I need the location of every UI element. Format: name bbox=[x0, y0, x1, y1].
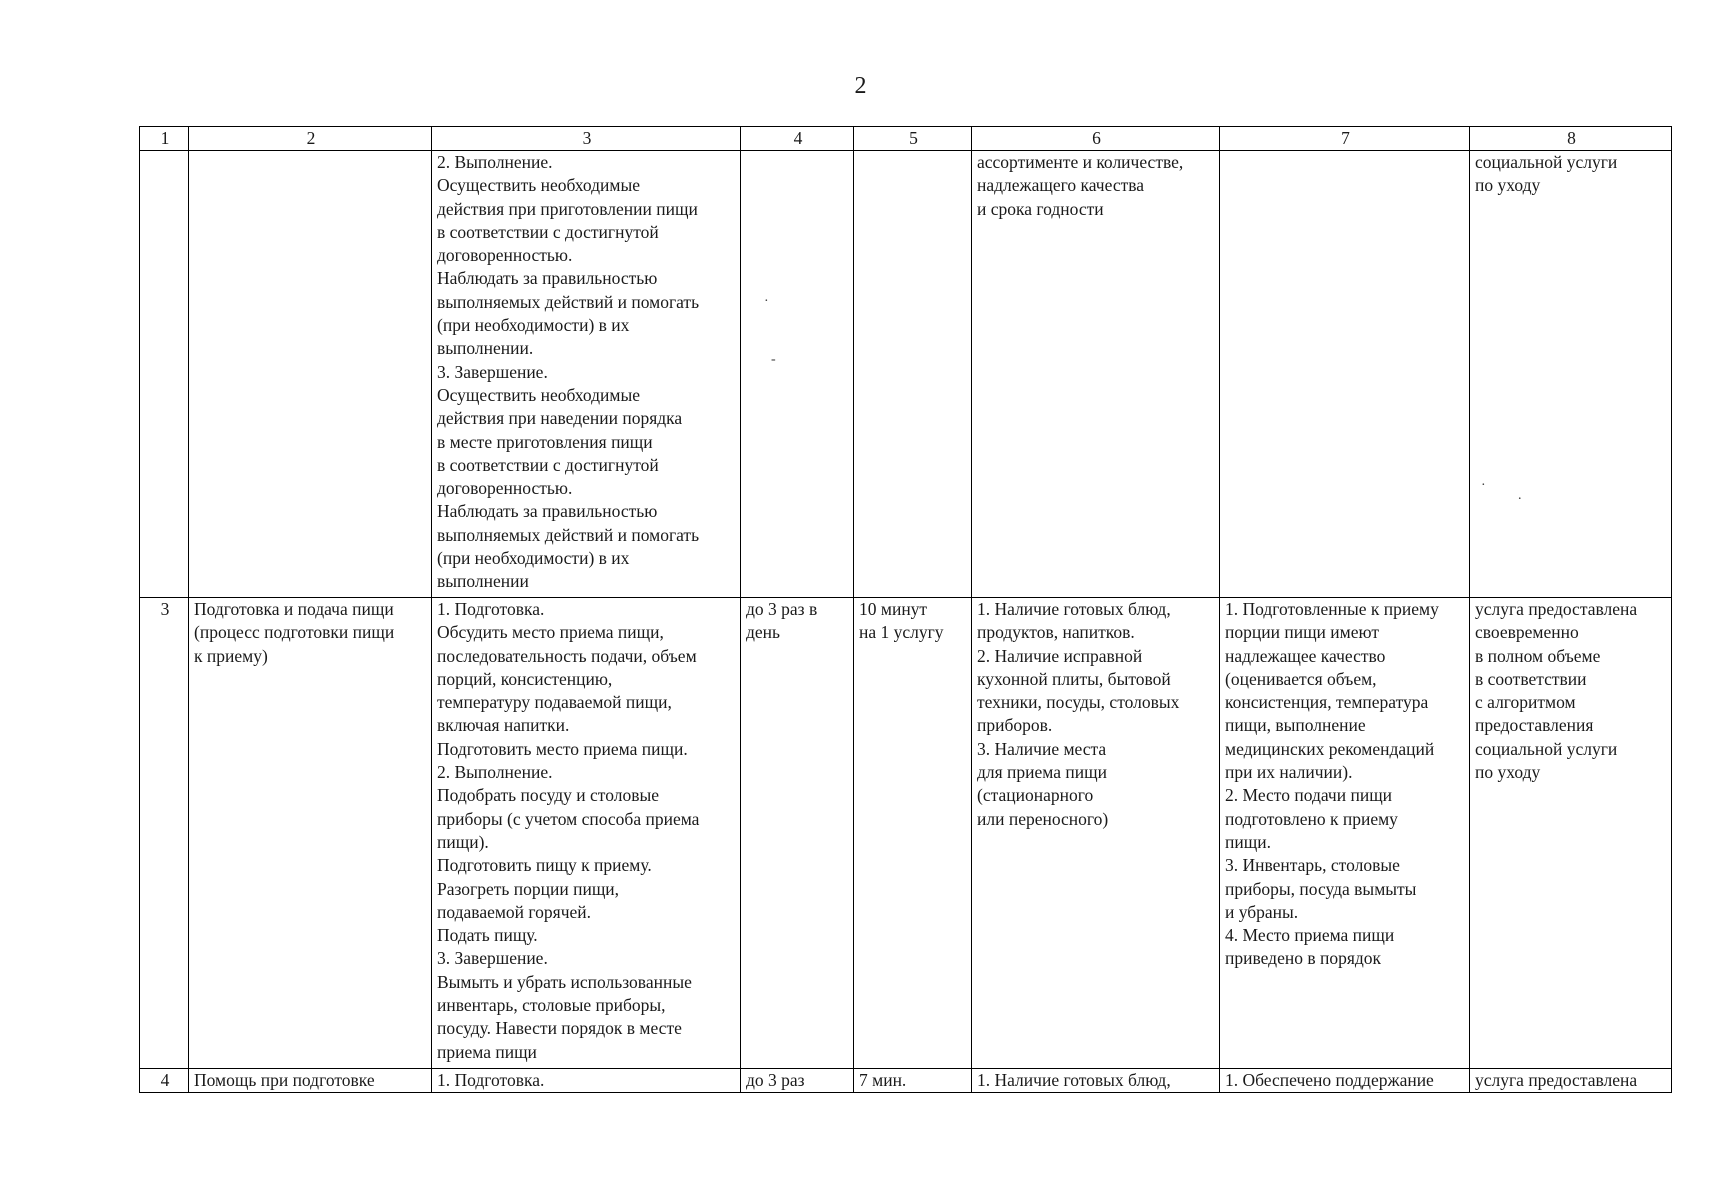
results-cell bbox=[1220, 151, 1470, 598]
row-number: 4 bbox=[140, 1069, 189, 1093]
column-header-6: 6 bbox=[972, 127, 1220, 151]
scan-mark: · bbox=[764, 294, 769, 309]
column-header-4: 4 bbox=[741, 127, 854, 151]
column-header-8: 8 bbox=[1470, 127, 1672, 151]
actions-cell: 1. Подготовка. Обсудить место приема пищи, последовательность подачи, объем порций, консистенцию, температуру подаваемой пищи, включая напитки. Подготовить место приема пищи. 2. Выполнение. Подобрать посуду и столовые приборы (с учетом способа приема пищи). Подготовить пищу к приему. Разогреть порции пищи, подаваемой горячей. Подать пищу. 3. Завершение. Вымыть и убрать использованные инвентарь, столовые приборы, посуду. Навести порядок в месте приема пищи bbox=[432, 598, 741, 1069]
duration-cell bbox=[854, 151, 972, 598]
duration-cell: 7 мин. bbox=[854, 1069, 972, 1093]
scan-mark: · bbox=[1481, 478, 1486, 493]
column-header-1: 1 bbox=[140, 127, 189, 151]
evaluation-cell: услуга предоставлена своевременно в полном объеме в соответствии с алгоритмом предоставления социальной услуги по уходу bbox=[1470, 598, 1672, 1069]
scan-mark: . bbox=[1518, 488, 1522, 503]
results-cell: 1. Подготовленные к приему порции пищи имеют надлежащее качество (оценивается объем, консистенция, температура пищи, выполнение медицинских рекомендаций при их наличии). 2. Место подачи пищи подготовлено к приему пищи. 3. Инвентарь, столовые приборы, посуда вымыты и убраны. 4. Место приема пищи приведено в порядок bbox=[1220, 598, 1470, 1069]
frequency-cell: до 3 раз bbox=[741, 1069, 854, 1093]
table-row bbox=[140, 1069, 1672, 1093]
service-name-cell: Помощь при подготовке bbox=[189, 1069, 432, 1093]
scan-mark: - bbox=[771, 352, 776, 367]
table-row bbox=[140, 151, 1672, 598]
column-number-header-row bbox=[140, 127, 1672, 151]
evaluation-cell: социальной услуги по уходу bbox=[1470, 151, 1672, 598]
row-number: 3 bbox=[140, 598, 189, 1069]
conditions-cell: 1. Наличие готовых блюд, bbox=[972, 1069, 1220, 1093]
page-number: 2 bbox=[854, 73, 867, 99]
conditions-cell: ассортименте и количестве, надлежащего качества и срока годности bbox=[972, 151, 1220, 598]
column-header-3: 3 bbox=[432, 127, 741, 151]
actions-cell: 1. Подготовка. bbox=[432, 1069, 741, 1093]
service-name-cell bbox=[189, 151, 432, 598]
services-table bbox=[139, 126, 1672, 1093]
table-row bbox=[140, 598, 1672, 1069]
frequency-cell: до 3 раз в день bbox=[741, 598, 854, 1069]
conditions-cell: 1. Наличие готовых блюд, продуктов, напитков. 2. Наличие исправной кухонной плиты, бытовой техники, посуды, столовых приборов. 3. Наличие места для приема пищи (стационарного или переносного) bbox=[972, 598, 1220, 1069]
duration-cell: 10 минут на 1 услугу bbox=[854, 598, 972, 1069]
evaluation-cell: услуга предоставлена bbox=[1470, 1069, 1672, 1093]
column-header-7: 7 bbox=[1220, 127, 1470, 151]
column-header-5: 5 bbox=[854, 127, 972, 151]
actions-cell: 2. Выполнение. Осуществить необходимые действия при приготовлении пищи в соответствии с достигнутой договоренностью. Наблюдать за правильностью выполняемых действий и помогать (при необходимости) в их выполнении. 3. Завершение. Осуществить необходимые действия при наведении порядка в месте приготовления пищи в соответствии с достигнутой договоренностью. Наблюдать за правильностью выполняемых действий и помогать (при необходимости) в их выполнении bbox=[432, 151, 741, 598]
results-cell: 1. Обеспечено поддержание bbox=[1220, 1069, 1470, 1093]
service-name-cell: Подготовка и подача пищи (процесс подготовки пищи к приему) bbox=[189, 598, 432, 1069]
row-number bbox=[140, 151, 189, 598]
column-header-2: 2 bbox=[189, 127, 432, 151]
frequency-cell bbox=[741, 151, 854, 598]
